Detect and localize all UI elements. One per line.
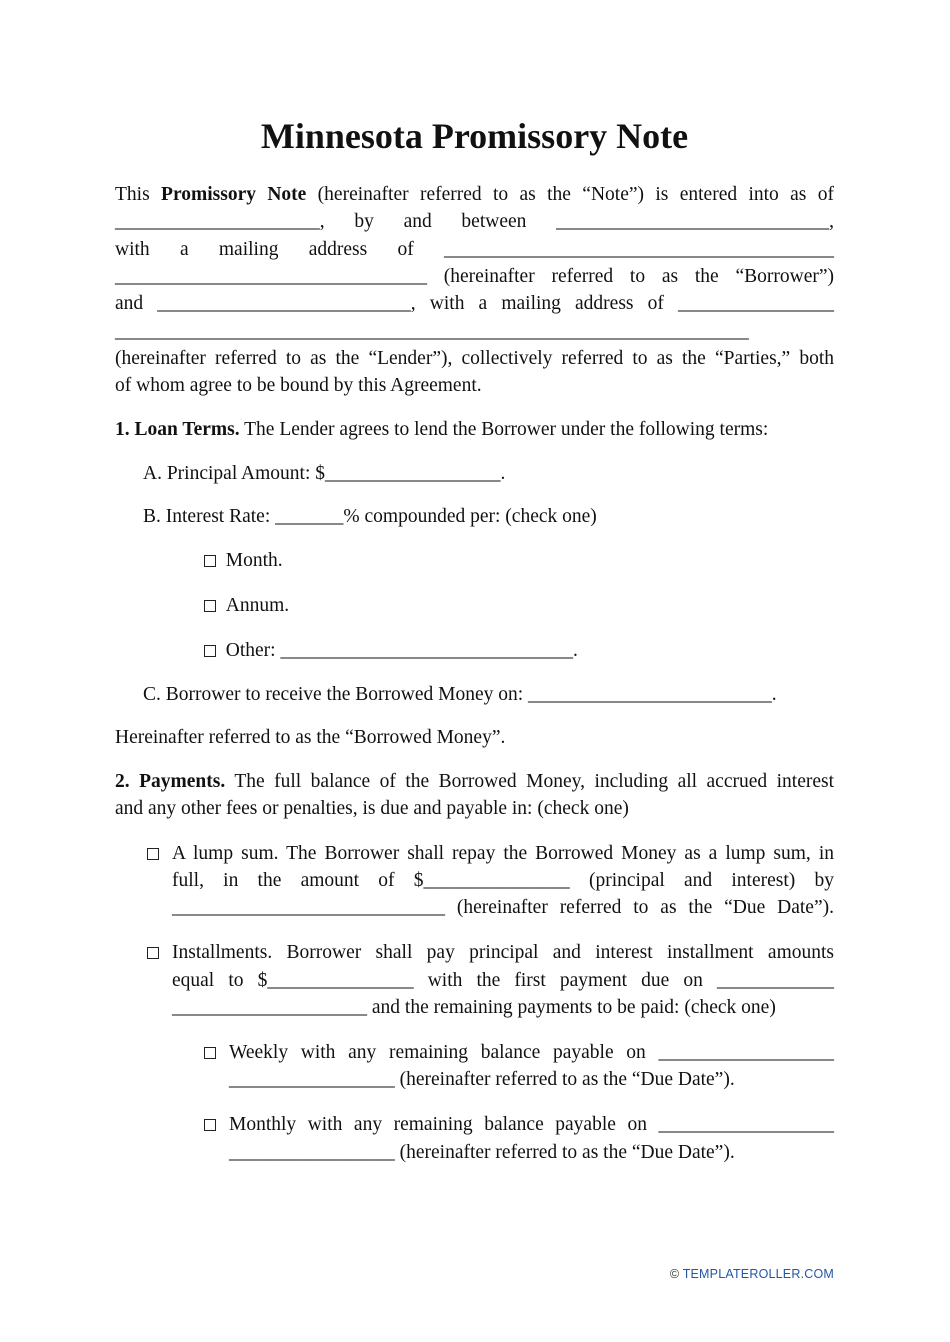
installments-line-2: equal to $_______________ with the first payment due on ____________ [172, 970, 834, 991]
section-2-heading: 2. Payments. [115, 771, 226, 792]
intro-bold-term: Promissory Note [161, 184, 307, 205]
intro-line-5: and __________________________, with a mailing address of ________________ [115, 293, 834, 314]
intro-line-4: ________________________________ (hereinafter referred to as the “Borrower”) [115, 266, 834, 287]
lump-sum-line-1: A lump sum. The Borrower shall repay the Borrowed Money as a lump sum, in [172, 843, 834, 864]
checkbox[interactable] [204, 1119, 216, 1131]
section-1-text: The Lender agrees to lend the Borrower under the following terms: [239, 419, 769, 440]
section-1-heading: 1. Loan Terms. [115, 419, 240, 440]
principal-amount-item: A. Principal Amount: $__________________. [143, 463, 506, 484]
copyright-symbol: © [669, 1267, 680, 1281]
intro-line-6: _________________________________________________________________ [115, 321, 749, 342]
checkbox[interactable] [204, 1047, 216, 1059]
lump-sum-line-3: ____________________________ (hereinafter referred to as the “Due Date”). [172, 897, 834, 918]
option-month-label: Month. [225, 550, 283, 571]
intro-text: This [115, 184, 162, 205]
option-annum [204, 592, 289, 619]
intro-line-2: _____________________, by and between ____________________________, [115, 211, 834, 232]
intro-line-1 [115, 181, 834, 208]
checkbox[interactable] [147, 947, 159, 959]
section-2-text: The full balance of the Borrowed Money, including all accrued interest [225, 771, 834, 792]
borrowed-money-date-item: C. Borrower to receive the Borrowed Money on: _________________________. [143, 684, 777, 705]
option-other [204, 637, 578, 664]
document-page [115, 0, 834, 1342]
monthly-line-2: _________________ (hereinafter referred to as the “Due Date”). [229, 1142, 735, 1163]
lump-sum-line-2: full, in the amount of $_______________ (principal and interest) by [172, 870, 834, 891]
checkbox[interactable] [204, 645, 216, 657]
monthly-checkbox-holder [204, 1111, 216, 1138]
weekly-line-2: _________________ (hereinafter referred to as the “Due Date”). [229, 1069, 735, 1090]
intro-line-8: of whom agree to be bound by this Agreement. [115, 375, 482, 396]
monthly-line-1: Monthly with any remaining balance payable on __________________ [229, 1114, 834, 1135]
installments-line-3: ____________________ and the remaining payments to be paid: (check one) [172, 997, 776, 1018]
section-2-heading-line [115, 768, 834, 795]
footer-site-link[interactable]: TEMPLATEROLLER.COM [682, 1267, 834, 1281]
option-month [204, 547, 283, 574]
intro-line-3: with a mailing address of ________________________________________ [115, 239, 834, 260]
option-annum-label: Annum. [225, 595, 290, 616]
installments-line-1: Installments. Borrower shall pay principal and interest installment amounts [172, 942, 834, 963]
lump-sum-checkbox-holder [147, 840, 159, 867]
intro-text: (hereinafter referred to as the “Note”) is entered into as of [306, 184, 834, 205]
checkbox[interactable] [204, 600, 216, 612]
section-1-heading-line [115, 416, 768, 443]
checkbox[interactable] [147, 848, 159, 860]
document-title: Minnesota Promissory Note [260, 116, 689, 156]
checkbox[interactable] [204, 555, 216, 567]
intro-line-7: (hereinafter referred to as the “Lender”), collectively referred to as the “Parties,” both [115, 348, 834, 369]
section-2-line-2: and any other fees or penalties, is due and payable in: (check one) [115, 798, 629, 819]
option-other-label: Other: ______________________________. [225, 640, 578, 661]
borrowed-money-definition: Hereinafter referred to as the “Borrowed Money”. [115, 727, 506, 748]
weekly-checkbox-holder [204, 1039, 216, 1066]
footer-credit [670, 1267, 834, 1281]
installments-checkbox-holder [147, 939, 159, 966]
interest-rate-item: B. Interest Rate: _______% compounded per: (check one) [143, 506, 597, 527]
weekly-line-1: Weekly with any remaining balance payable on __________________ [229, 1042, 834, 1063]
